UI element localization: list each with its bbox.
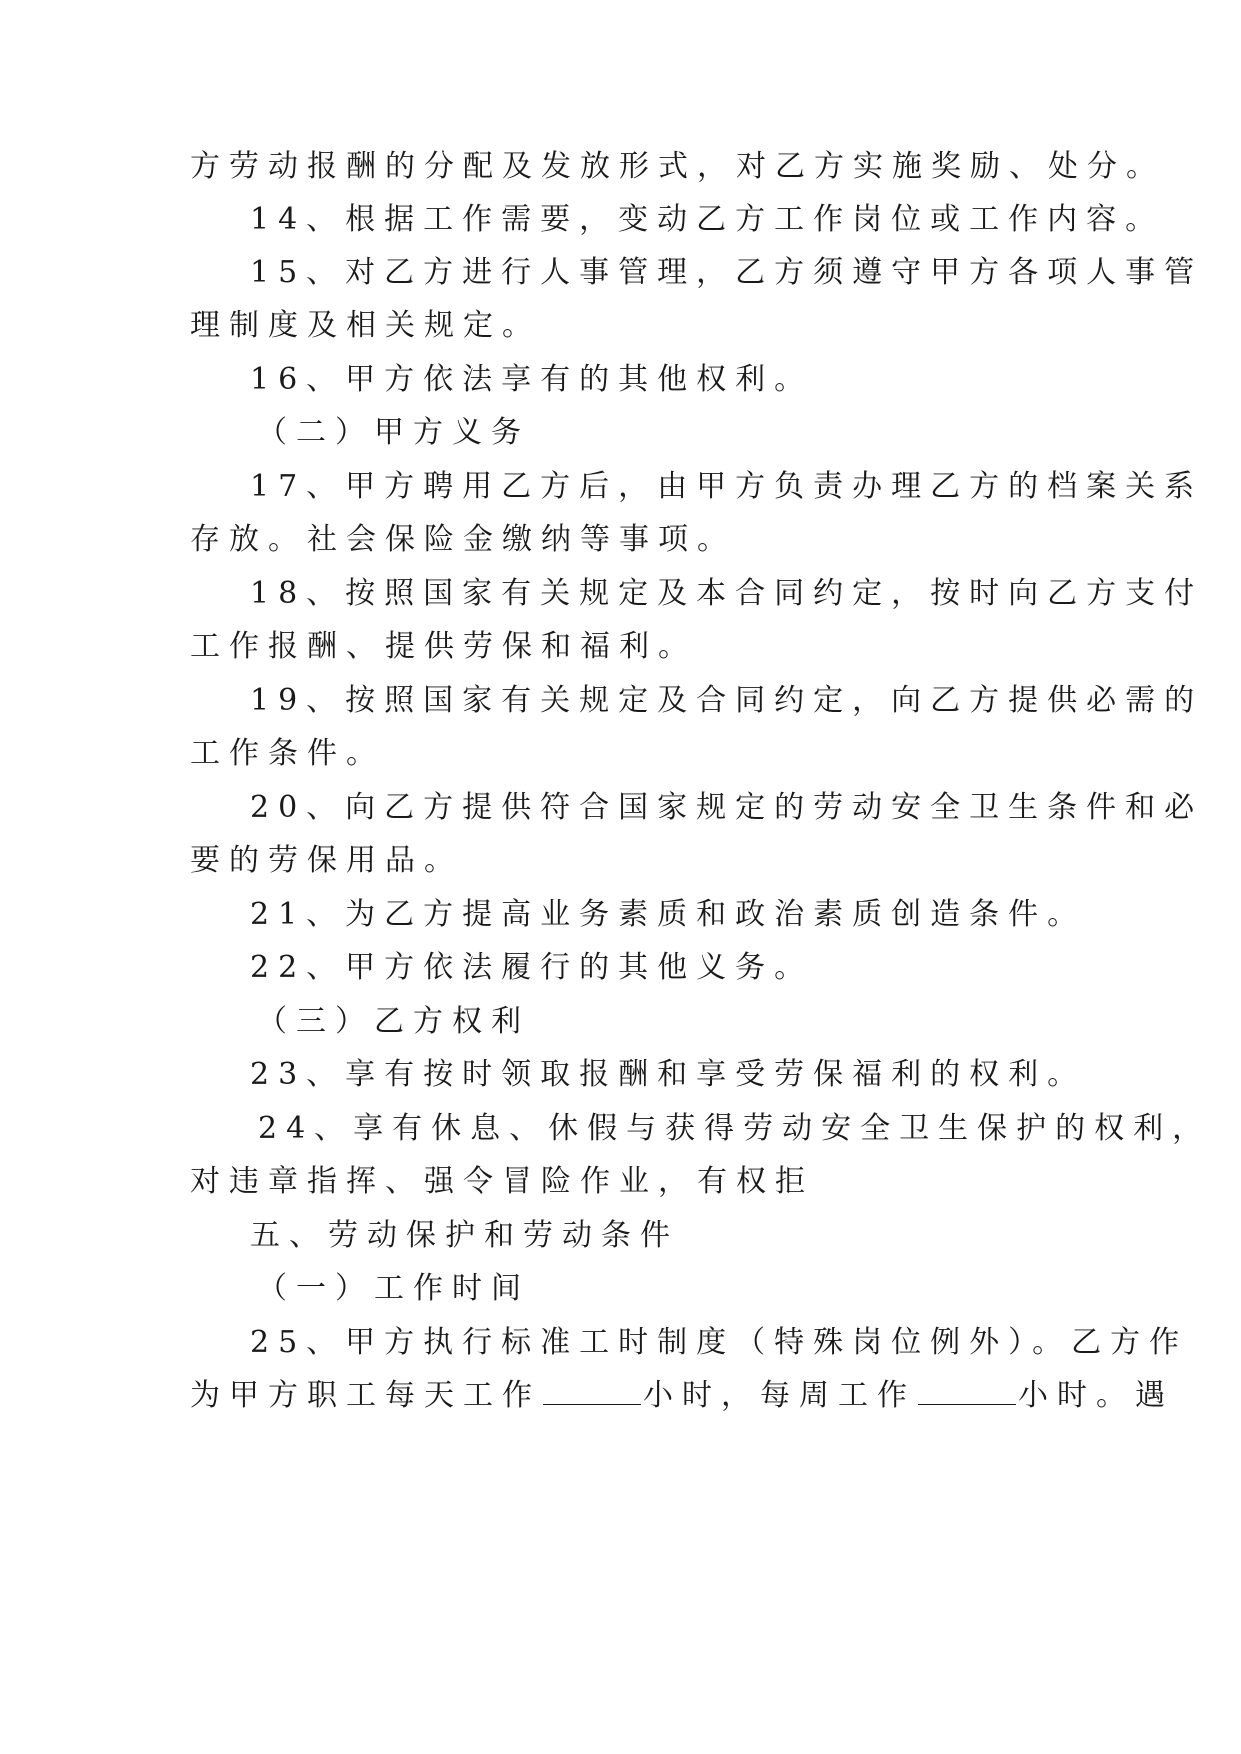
- text-segment: 小时，每周工作: [643, 1378, 916, 1413]
- text-line: 19、按照国家有关规定及合同约定，向乙方提供必需的: [250, 683, 1204, 718]
- text-line: 15、对乙方进行人事管理，乙方须遵守甲方各项人事管: [250, 255, 1204, 290]
- text-line: 18、按照国家有关规定及本合同约定，按时向乙方支付: [250, 576, 1204, 611]
- text-segment: 小时。遇: [1018, 1378, 1174, 1413]
- text-line-with-blanks: [190, 1366, 1174, 1426]
- text-line: 20、向乙方提供符合国家规定的劳动安全卫生条件和必: [250, 790, 1204, 825]
- hours-per-week-blank[interactable]: [918, 1374, 1016, 1405]
- hours-per-day-blank[interactable]: [543, 1374, 641, 1405]
- text-line: 方劳动报酬的分配及发放形式，对乙方实施奖励、处分。: [190, 149, 1165, 184]
- section-heading: （一）工作时间: [257, 1271, 530, 1306]
- text-line: 23、享有按时领取报酬和享受劳保福利的权利。: [250, 1057, 1087, 1092]
- text-line: 14、根据工作需要，变动乙方工作岗位或工作内容。: [250, 202, 1165, 237]
- text-line: 16、甲方依法享有的其他权利。: [250, 362, 814, 397]
- section-heading: 五、劳动保护和劳动条件: [250, 1218, 679, 1253]
- text-line: 存放。社会保险金缴纳等事项。: [190, 522, 736, 557]
- section-heading: （二）甲方义务: [257, 415, 530, 450]
- section-heading: （三）乙方权利: [257, 1004, 530, 1039]
- text-line: 22、甲方依法履行的其他义务。: [250, 950, 814, 985]
- text-line: 理制度及相关规定。: [190, 308, 541, 343]
- text-segment: 为甲方职工每天工作: [190, 1378, 541, 1413]
- text-line: 对违章指挥、强令冒险作业，有权拒: [190, 1164, 814, 1199]
- text-line: 17、甲方聘用乙方后，由甲方负责办理乙方的档案关系: [250, 469, 1204, 504]
- text-line: 要的劳保用品。: [190, 843, 463, 878]
- text-line: 21、为乙方提高业务素质和政治素质创造条件。: [250, 897, 1087, 932]
- text-line: 24、享有休息、休假与获得劳动安全卫生保护的权利，: [258, 1111, 1212, 1146]
- text-line: 工作报酬、提供劳保和福利。: [190, 629, 697, 664]
- text-line: 25、甲方执行标准工时制度（特殊岗位例外）。乙方作: [250, 1325, 1189, 1360]
- text-line: 工作条件。: [190, 736, 385, 771]
